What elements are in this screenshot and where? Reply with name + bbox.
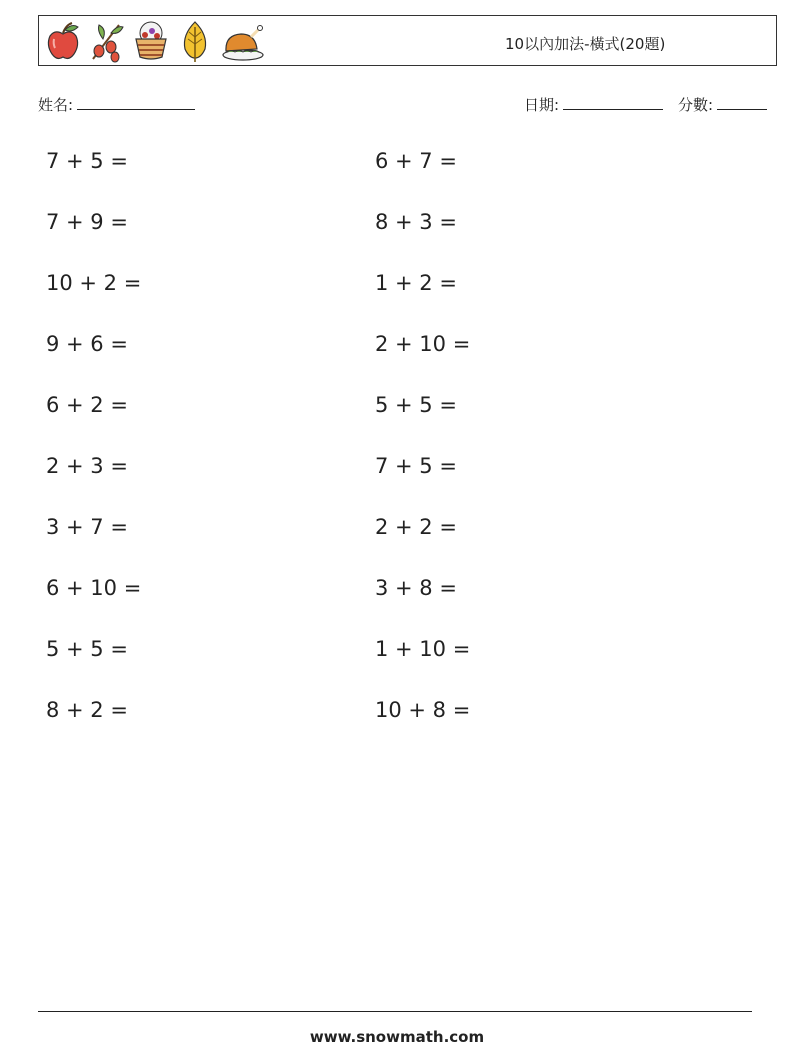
problem-left-8: 6 + 10 = xyxy=(46,576,142,600)
name-field xyxy=(38,94,195,115)
name-blank[interactable] xyxy=(77,95,195,110)
problem-right-5: 5 + 5 = xyxy=(375,393,457,417)
problem-left-4: 9 + 6 = xyxy=(46,332,128,356)
problem-left-1: 7 + 5 = xyxy=(46,149,128,173)
problem-left-2: 7 + 9 = xyxy=(46,210,128,234)
footer-url: www.snowmath.com xyxy=(309,1028,485,1046)
date-field xyxy=(524,94,663,115)
problem-left-10: 8 + 2 = xyxy=(46,698,128,722)
problem-right-8: 3 + 8 = xyxy=(375,576,457,600)
score-blank[interactable] xyxy=(717,95,767,110)
problem-right-9: 1 + 10 = xyxy=(375,637,471,661)
problem-left-9: 5 + 5 = xyxy=(46,637,128,661)
worksheet-title: 10以內加法-橫式(20題) xyxy=(505,35,666,53)
yellow-leaf-icon xyxy=(177,19,213,63)
fruit-basket-icon xyxy=(133,19,169,63)
name-label: 姓名: xyxy=(38,96,74,114)
problem-right-10: 10 + 8 = xyxy=(375,698,471,722)
problem-left-6: 2 + 3 = xyxy=(46,454,128,478)
date-label: 日期: xyxy=(524,96,560,114)
roast-turkey-icon xyxy=(221,19,265,63)
problem-left-7: 3 + 7 = xyxy=(46,515,128,539)
problem-left-5: 6 + 2 = xyxy=(46,393,128,417)
problem-right-6: 7 + 5 = xyxy=(375,454,457,478)
problem-right-1: 6 + 7 = xyxy=(375,149,457,173)
score-field xyxy=(678,94,767,115)
problem-right-2: 8 + 3 = xyxy=(375,210,457,234)
problem-left-3: 10 + 2 = xyxy=(46,271,142,295)
problem-right-7: 2 + 2 = xyxy=(375,515,457,539)
date-blank[interactable] xyxy=(563,95,663,110)
worksheet-header xyxy=(38,15,777,66)
apple-icon xyxy=(45,19,81,63)
header-icons xyxy=(45,19,265,63)
problem-right-4: 2 + 10 = xyxy=(375,332,471,356)
rosehip-branch-icon xyxy=(89,19,125,63)
problem-right-3: 1 + 2 = xyxy=(375,271,457,295)
score-label: 分數: xyxy=(678,96,714,114)
footer-divider xyxy=(38,1011,752,1012)
